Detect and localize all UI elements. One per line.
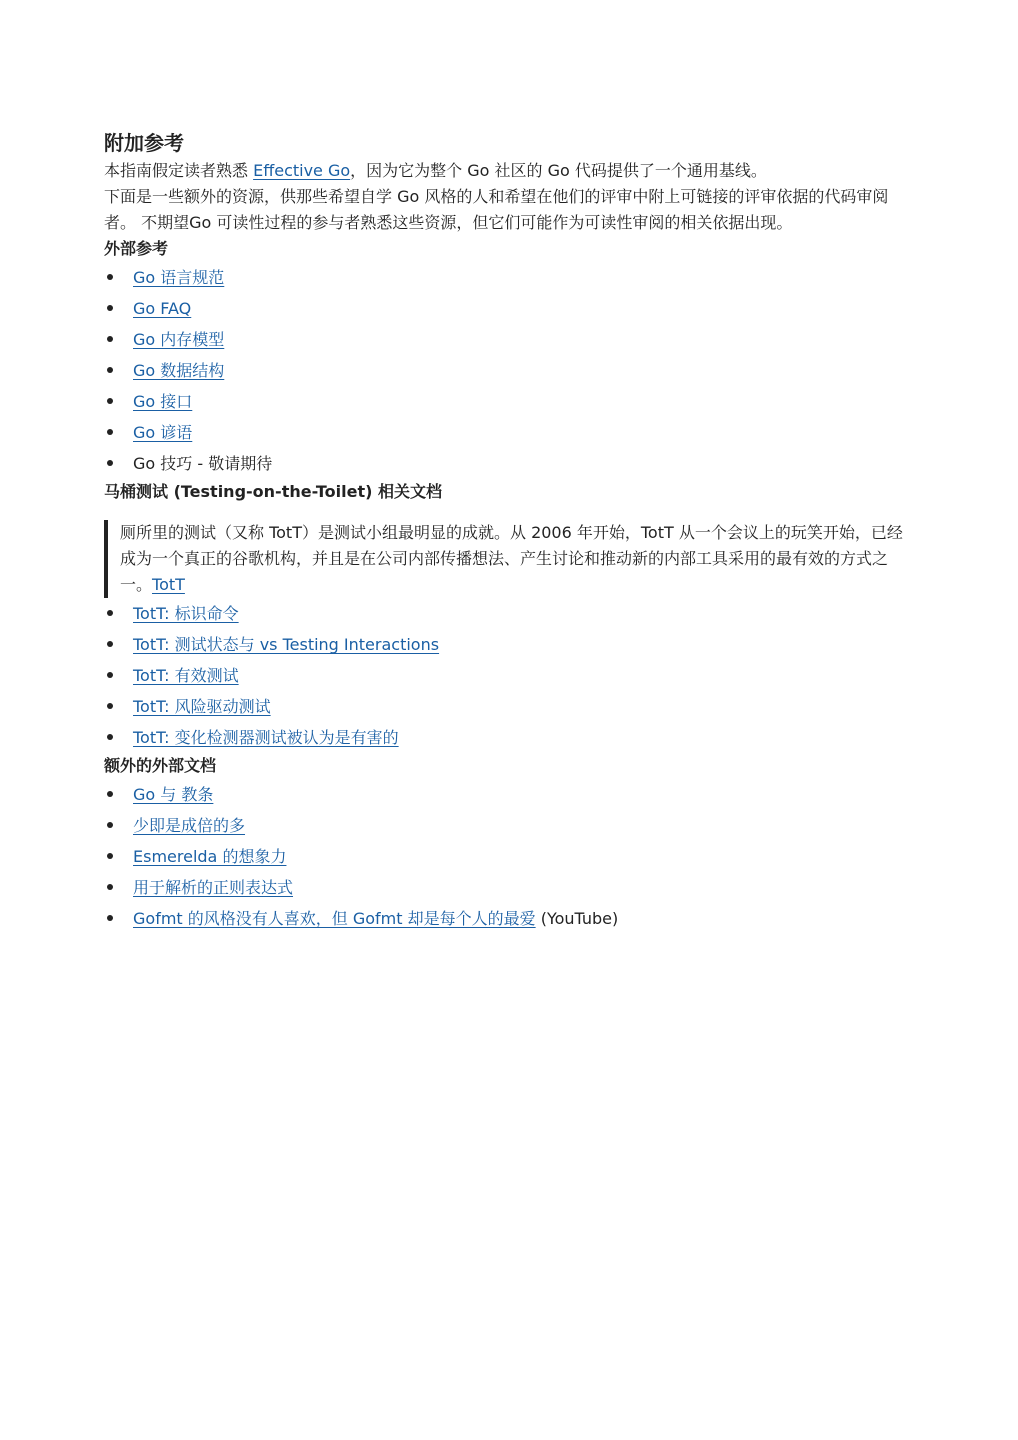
list-item bbox=[104, 355, 910, 386]
tott-blockquote bbox=[104, 520, 910, 598]
tott-risk-driven-testing-link[interactable]: TotT: 风险驱动测试 bbox=[133, 697, 271, 716]
go-interfaces-link[interactable]: Go 接口 bbox=[133, 392, 193, 411]
intro-text-before: 本指南假定读者熟悉 bbox=[104, 161, 254, 180]
bullet-icon bbox=[107, 822, 113, 828]
tott-identifier-naming-link[interactable]: TotT: 标识命令 bbox=[133, 604, 239, 623]
go-data-structures-link[interactable]: Go 数据结构 bbox=[133, 361, 225, 380]
go-tips-coming-soon: Go 技巧 - 敬请期待 bbox=[133, 454, 273, 473]
list-item bbox=[104, 262, 910, 293]
document-page bbox=[104, 128, 910, 934]
youtube-suffix: (YouTube) bbox=[535, 909, 619, 928]
list-item bbox=[104, 660, 910, 691]
regex-parsing-link[interactable]: 用于解析的正则表达式 bbox=[133, 878, 294, 897]
less-is-more-link[interactable]: 少即是成倍的多 bbox=[133, 816, 246, 835]
go-faq-link[interactable]: Go FAQ bbox=[133, 299, 192, 318]
list-item bbox=[104, 598, 910, 629]
tott-effective-testing-link[interactable]: TotT: 有效测试 bbox=[133, 666, 239, 685]
list-item bbox=[104, 841, 910, 872]
list-item bbox=[104, 417, 910, 448]
bullet-icon bbox=[107, 672, 113, 678]
bullet-icon bbox=[107, 336, 113, 342]
list-item bbox=[104, 722, 910, 753]
list-item bbox=[104, 386, 910, 417]
list-item bbox=[104, 872, 910, 903]
bullet-icon bbox=[107, 367, 113, 373]
tott-source-link[interactable]: TotT bbox=[152, 575, 185, 594]
bullet-icon bbox=[107, 398, 113, 404]
external-references-list bbox=[104, 262, 910, 479]
list-item bbox=[104, 629, 910, 660]
list-item bbox=[104, 324, 910, 355]
tott-heading: 马桶测试 (Testing-on-the-Toilet) 相关文档 bbox=[104, 482, 443, 501]
bullet-icon bbox=[107, 610, 113, 616]
bullet-icon bbox=[107, 734, 113, 740]
gofmt-style-link[interactable]: Gofmt 的风格没有人喜欢，但 Gofmt 却是每个人的最爱 bbox=[133, 909, 536, 928]
tott-testing-state-link[interactable]: TotT: 测试状态与 vs Testing Interactions bbox=[133, 635, 440, 654]
bullet-icon bbox=[107, 274, 113, 280]
effective-go-link[interactable]: Effective Go bbox=[253, 161, 351, 180]
intro-text-after: ，因为它为整个 Go 社区的 Go 代码提供了一个通用基线。 bbox=[350, 161, 767, 180]
go-spec-link[interactable]: Go 语言规范 bbox=[133, 268, 225, 287]
resources-paragraph: 下面是一些额外的资源，供那些希望自学 Go 风格的人和希望在他们的评审中附上可链接的评审依据的代码审阅者。 不期望Go 可读性过程的参与者熟悉这些资源，但它们可能作为可读性审阅的相关依据出现。 bbox=[104, 187, 889, 232]
bullet-icon bbox=[107, 884, 113, 890]
page-title: 附加参考 bbox=[104, 131, 184, 155]
external-references-heading: 外部参考 bbox=[104, 239, 169, 258]
bullet-icon bbox=[107, 703, 113, 709]
list-item bbox=[104, 810, 910, 841]
bullet-icon bbox=[107, 791, 113, 797]
extra-docs-list bbox=[104, 779, 910, 934]
list-item bbox=[104, 779, 910, 810]
bullet-icon bbox=[107, 429, 113, 435]
bullet-icon bbox=[107, 460, 113, 466]
list-item bbox=[104, 903, 910, 934]
bullet-icon bbox=[107, 305, 113, 311]
tott-change-detector-link[interactable]: TotT: 变化检测器测试被认为是有害的 bbox=[133, 728, 399, 747]
go-and-dogma-link[interactable]: Go 与 教条 bbox=[133, 785, 214, 804]
list-item bbox=[104, 448, 910, 479]
esmerelda-imagination-link[interactable]: Esmerelda 的想象力 bbox=[133, 847, 287, 866]
tott-quote-text: 厕所里的测试（又称 TotT）是测试小组最明显的成就。从 2006 年开始，TotT 从一个会议上的玩笑开始，已经成为一个真正的谷歌机构，并且是在公司内部传播想法、产生讨论和推动新的内部工具采用的最有效的方式之一。 bbox=[120, 523, 903, 594]
bullet-icon bbox=[107, 915, 113, 921]
bullet-icon bbox=[107, 641, 113, 647]
list-item bbox=[104, 691, 910, 722]
go-proverbs-link[interactable]: Go 谚语 bbox=[133, 423, 193, 442]
go-memory-model-link[interactable]: Go 内存模型 bbox=[133, 330, 225, 349]
tott-list bbox=[104, 598, 910, 753]
list-item bbox=[104, 293, 910, 324]
extra-docs-heading: 额外的外部文档 bbox=[104, 756, 217, 775]
bullet-icon bbox=[107, 853, 113, 859]
intro-paragraph bbox=[104, 158, 910, 184]
